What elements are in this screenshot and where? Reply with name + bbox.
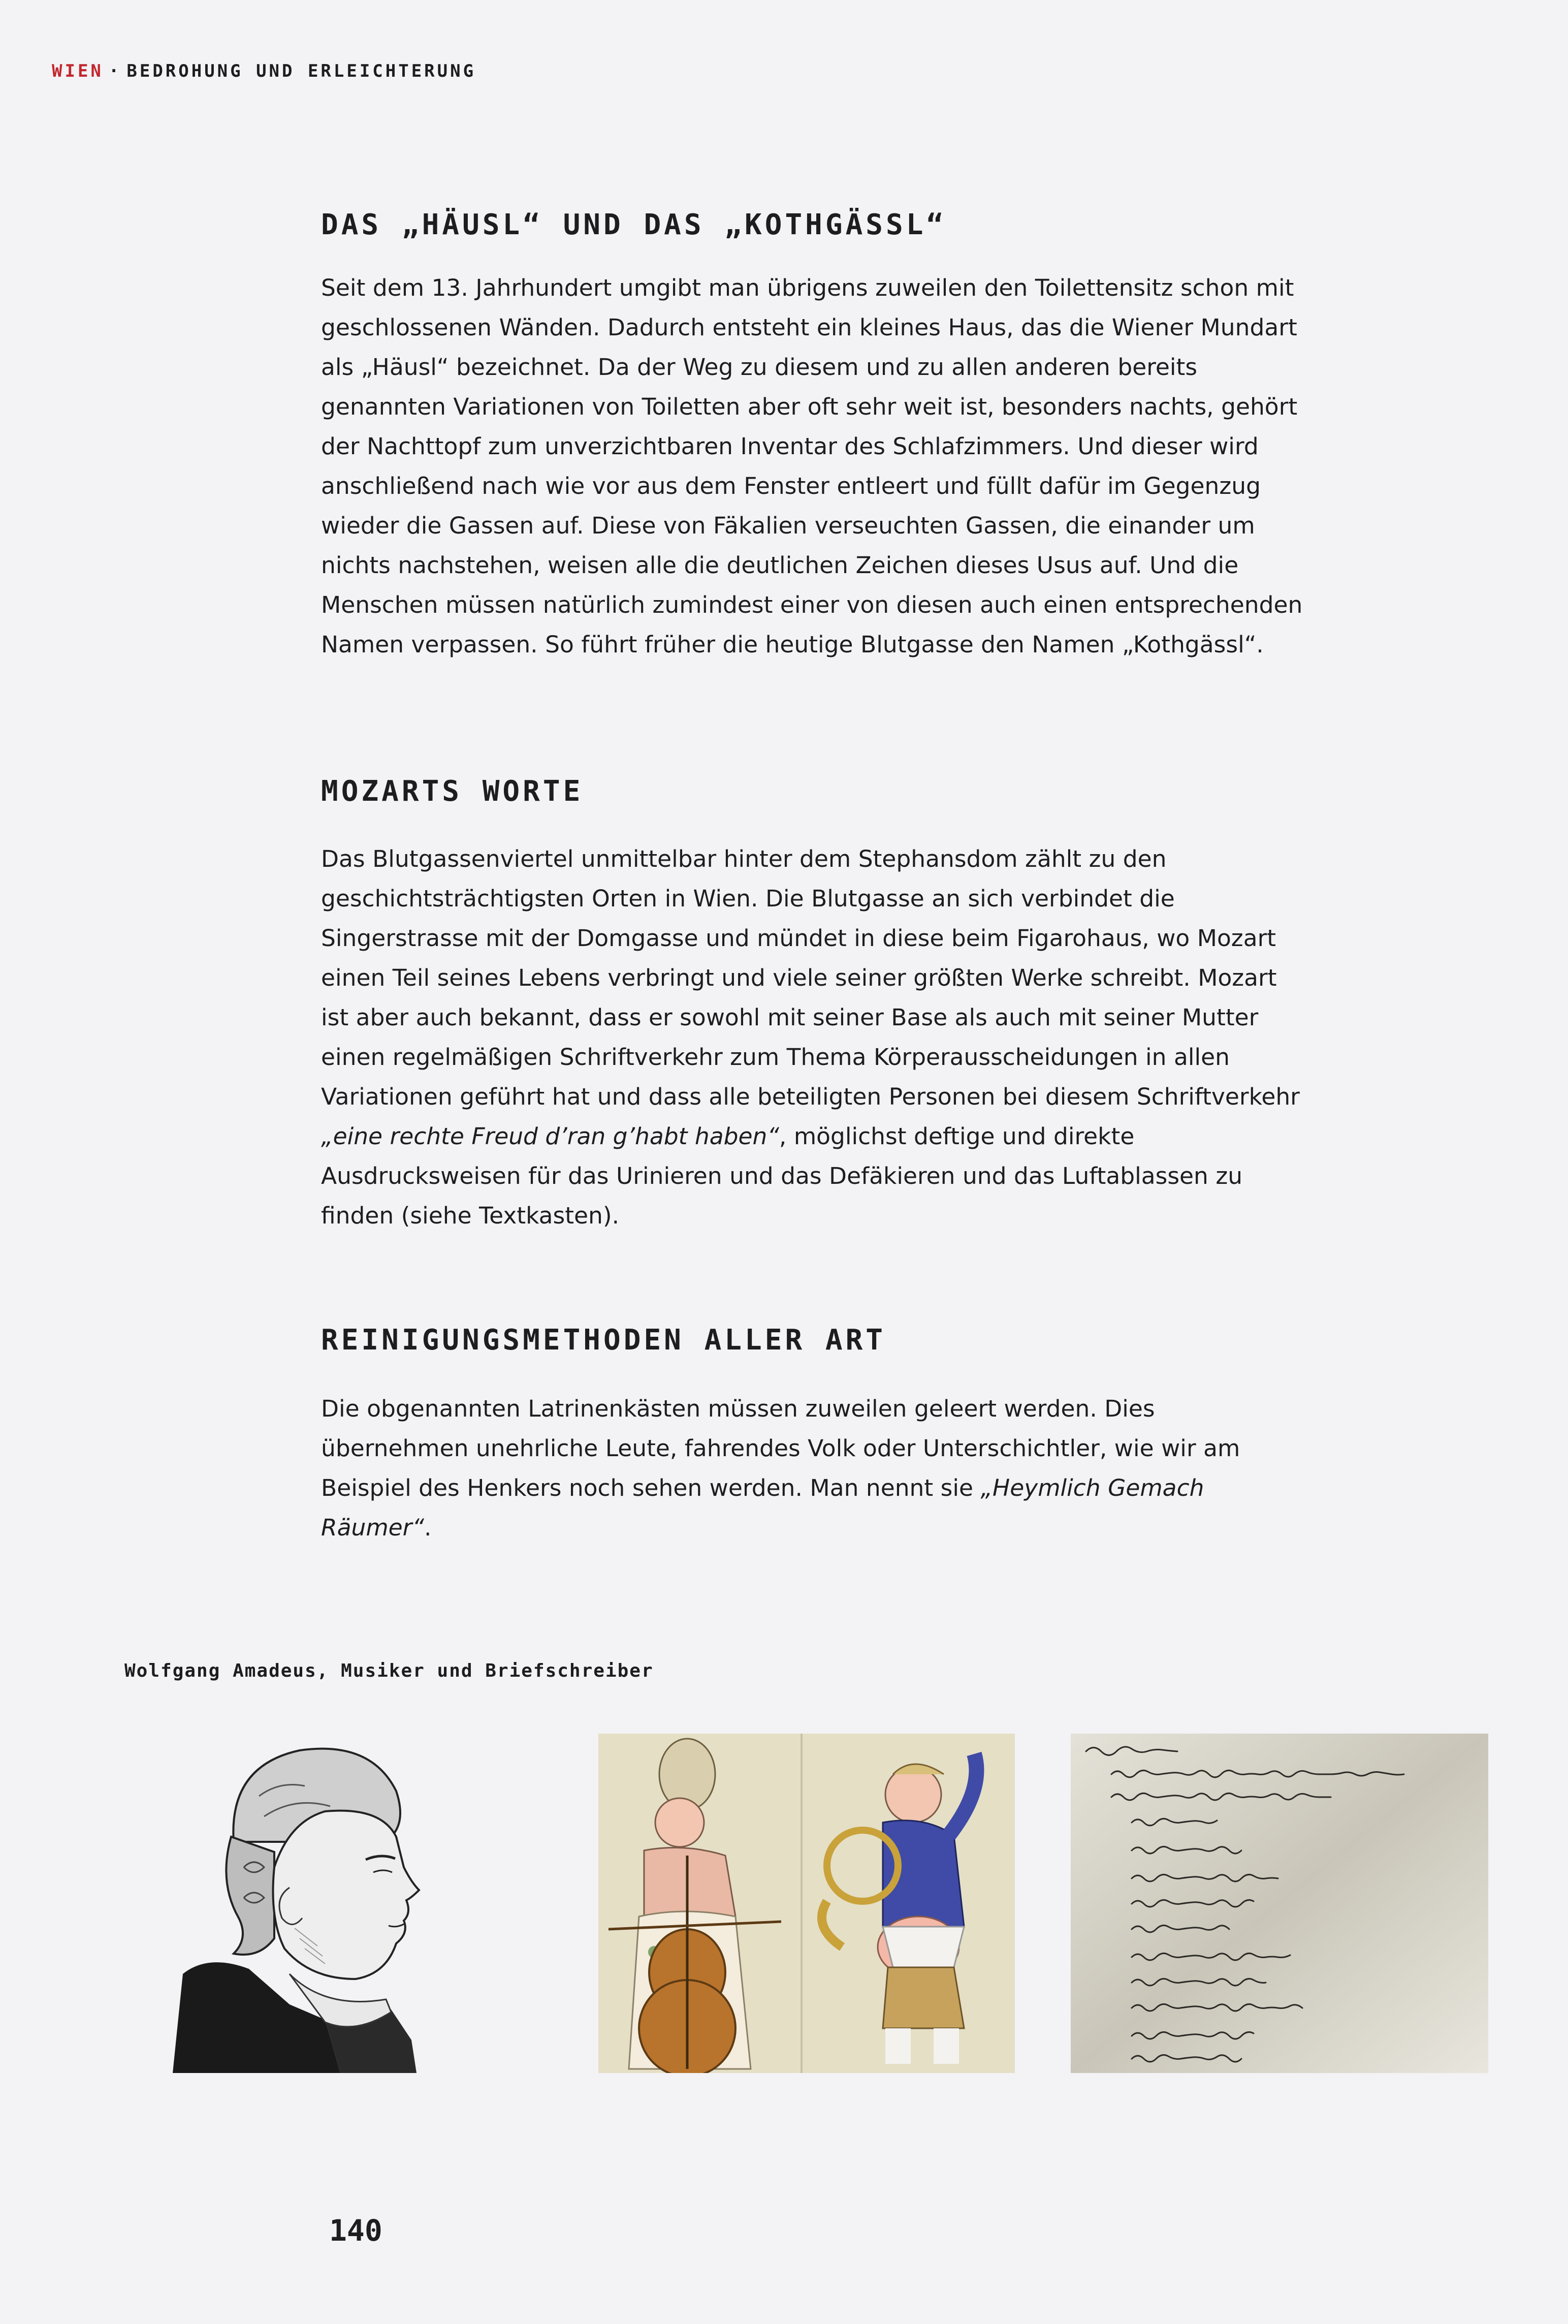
section-paragraph-haeusl: Seit dem 13. Jahrhundert umgibt man übrigens zuweilen den Toilettensitz schon mit geschlossenen Wänden. Dadurch entsteht ein kleines Haus, das die Wiener Mundart als „Häusl“ bezeichnet. Da der Weg zu diesem und zu allen anderen bereits genannten Variationen von Toiletten aber oft sehr weit ist, besonders nachts, gehört der Nachttopf zum unverzichtbaren Inventar des Schlafzimmers. Und dieser wird anschließend nach wie vor aus dem Fenster entleert und füllt dafür im Gegenzug wieder die Gassen auf. Diese von Fäkalien verseuchten Gassen, die einander um nichts nachstehen, weisen alle die deutlichen Zeichen dieses Usus auf. Und die Menschen müssen natürlich zumindest einer von diesen auch einen entsprechenden Namen verpassen. So führt früher die heutige Blutgasse den Namen „Kothgässl“. bbox=[321, 274, 1303, 658]
quote-text: „Heymlich Gemach Räumer“ bbox=[321, 1474, 1204, 1541]
caricature-illustration-image bbox=[598, 1734, 1015, 2073]
mozart-portrait-image bbox=[173, 1735, 447, 2073]
section-heading-reinigungsmethoden: REINIGUNGSMETHODEN ALLER ART bbox=[321, 1324, 886, 1357]
running-header-section: BEDROHUNG UND ERLEICHTERUNG bbox=[126, 61, 476, 81]
paragraph-text: , möglichst deftige und direkte Ausdrucksweisen für das Urinieren und das Defäkieren und das Luftablassen zu finden (siehe Textkasten). bbox=[321, 1123, 1243, 1229]
running-header-separator: · bbox=[108, 61, 122, 81]
figure-caption: Wolfgang Amadeus, Musiker und Briefschreiber bbox=[124, 1660, 654, 1681]
section-paragraph-reinigungsmethoden bbox=[321, 1389, 1306, 1548]
handwritten-letter-image bbox=[1071, 1734, 1488, 2073]
quote-text: „eine rechte Freud d’ran g’habt haben“ bbox=[321, 1123, 779, 1150]
running-header bbox=[52, 61, 476, 81]
page-number: 140 bbox=[329, 2213, 382, 2248]
paragraph-text: Das Blutgassenviertel unmittelbar hinter dem Stephansdom zählt zu den geschichtsträchtigsten Orten in Wien. Die Blutgasse an sich verbindet die Singerstrasse mit der Domgasse und mündet in diese beim Figarohaus, wo Mozart einen Teil seines Lebens verbringt und viele seiner größten Werke schreibt. Mozart ist aber auch bekannt, dass er sowohl mit seiner Base als auch mit seiner Mutter einen regelmäßigen Schriftverkehr zum Thema Körperausscheidungen in allen Variationen geführt hat und dass alle beteiligten Personen bei diesem Schriftverkehr bbox=[321, 845, 1300, 1110]
section-paragraph-mozarts-worte bbox=[321, 839, 1306, 1236]
paragraph-text: . bbox=[424, 1514, 432, 1541]
paragraph-text: Die obgenannten Latrinenkästen müssen zuweilen geleert werden. Dies übernehmen unehrliche Leute, fahrendes Volk oder Unterschichtler, wie wir am Beispiel des Henkers noch sehen werden. Man nennt sie bbox=[321, 1395, 1240, 1501]
section-heading-haeusl: DAS „HÄUSL“ UND DAS „KOTHGÄSSL“ bbox=[321, 208, 947, 241]
section-heading-mozarts-worte: MOZARTS WORTE bbox=[321, 775, 584, 808]
running-header-city: WIEN bbox=[52, 61, 104, 81]
